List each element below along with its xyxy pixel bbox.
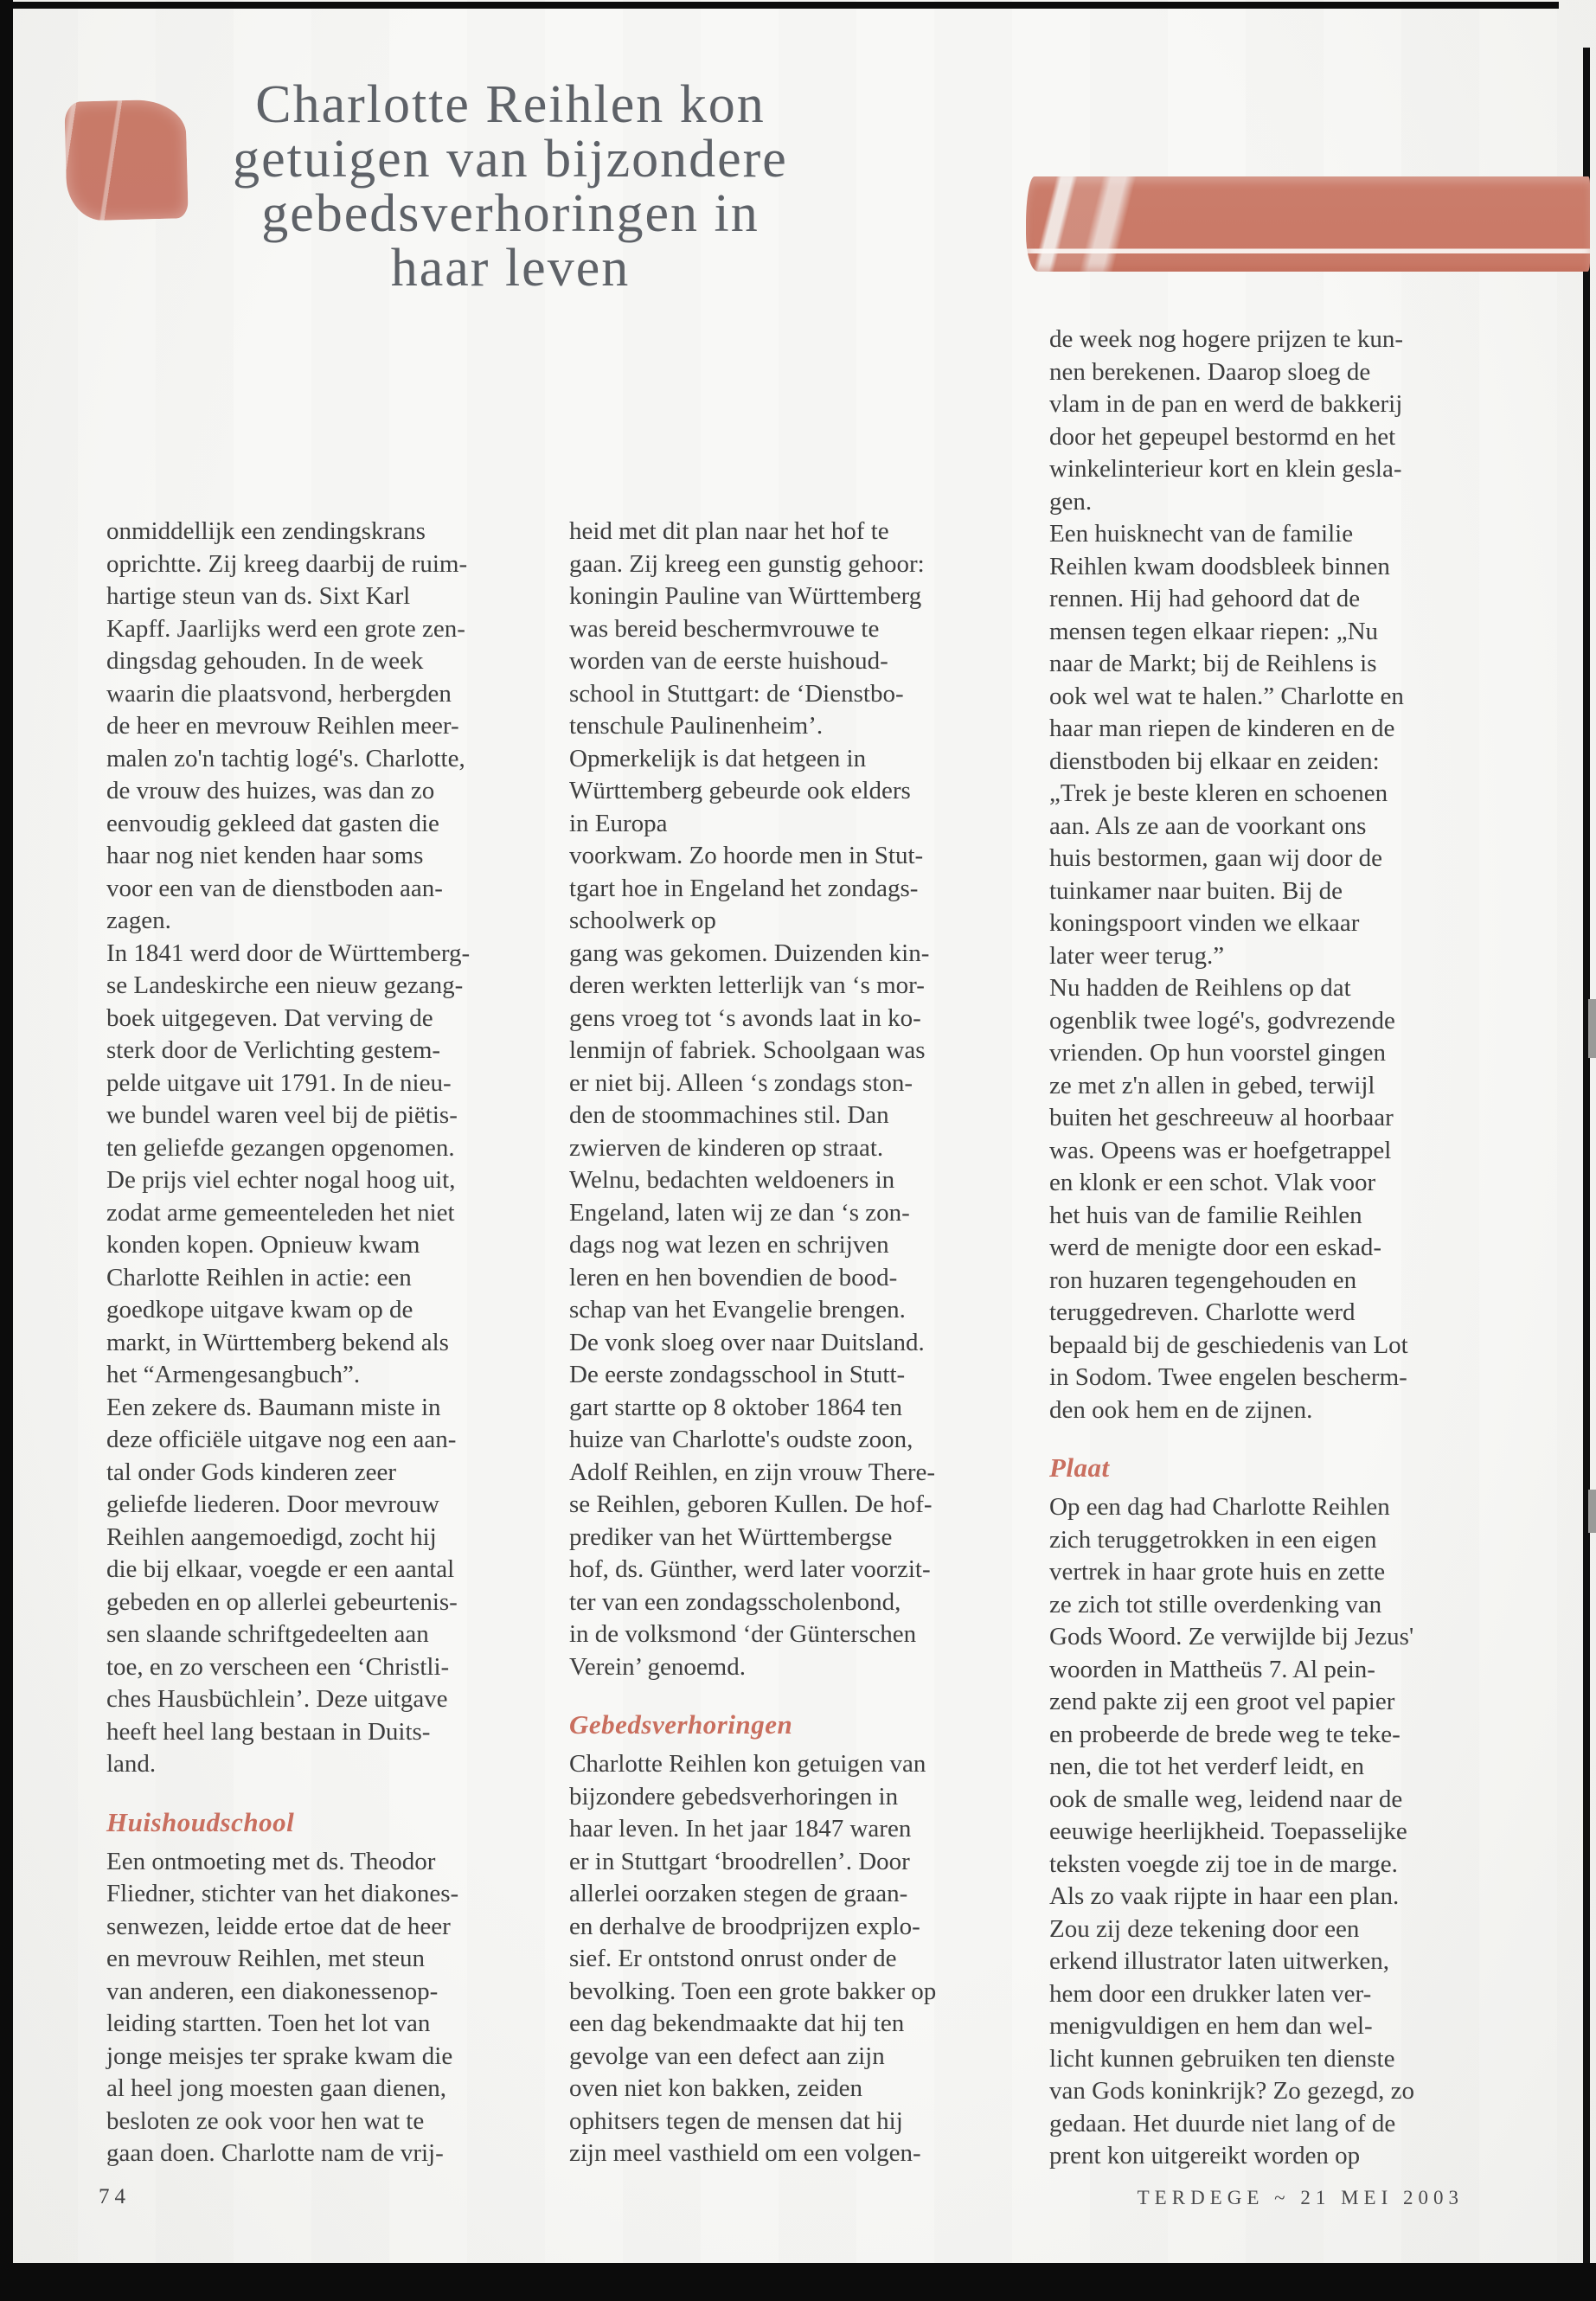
- text-line: ogenblik twee logé's, godvrezende: [1049, 1006, 1395, 1035]
- text-line: den de stoommachines stil. Dan: [569, 1101, 889, 1129]
- text-line: de heer en mevrouw Reihlen meer-: [106, 712, 459, 740]
- text-line: gevolge van een defect aan zijn: [569, 2041, 885, 2070]
- text-line: allerlei oorzaken stegen de graan-: [569, 1880, 908, 1907]
- text-line: haar nog niet kenden haar soms: [106, 842, 424, 869]
- text-line: ze zich tot stille overdenking van: [1049, 1590, 1382, 1618]
- text-line: Op een dag had Charlotte Reihlen: [1049, 1493, 1390, 1521]
- text-line: den ook hem en de zijnen.: [1049, 1395, 1313, 1424]
- page-border-bottom: [0, 2263, 1596, 2301]
- text-line: licht kunnen gebruiken ten dienste: [1049, 2044, 1395, 2073]
- text-line: het huis van de familie Reihlen: [1049, 1201, 1362, 1229]
- text-line: winkelinterieur kort en klein gesla-: [1049, 455, 1402, 483]
- scan-artifact: [1588, 999, 1596, 1058]
- text-column-3: [1049, 324, 1475, 2173]
- section-heading: Huishoudschool: [106, 1806, 295, 1837]
- text-line: dienstboden bij elkaar en zeiden:: [1049, 747, 1380, 775]
- text-line: Welnu, bedachten weldoeners in: [569, 1166, 895, 1194]
- text-line: door het gepeupel bestormd en het: [1049, 422, 1396, 451]
- text-line: van Gods koninkrijk? Zo gezegd, zo: [1049, 2077, 1415, 2105]
- text-line: de vrouw des huizes, was dan zo: [106, 777, 435, 804]
- text-line: later weer terug.”: [1049, 941, 1225, 970]
- text-line: „Trek je beste kleren en schoenen: [1049, 779, 1388, 807]
- text-line: teruggedreven. Charlotte werd: [1049, 1298, 1356, 1326]
- text-line: sterk door de Verlichting gestem-: [106, 1036, 441, 1064]
- text-line: leren en hen bovendien de bood-: [569, 1263, 898, 1292]
- text-line: oprichtte. Zij kreeg daarbij de ruim-: [106, 549, 468, 578]
- text-line: sief. Er ontstond onrust onder de: [569, 1945, 897, 1972]
- text-line: ophitsers tegen de mensen dat hij: [569, 2106, 903, 2135]
- text-line: tuinkamer naar buiten. Bij de: [1049, 876, 1343, 905]
- text-line: er niet bij. Alleen ‘s zondags ston-: [569, 1068, 913, 1097]
- brush-stroke-decoration-right: [1026, 176, 1590, 272]
- text-line: en klonk er een schot. Vlak voor: [1049, 1169, 1376, 1196]
- text-line: In 1841 werd door de Württemberg-: [106, 939, 471, 967]
- text-line: Gods Woord. Ze verwijlde bij Jezus': [1049, 1623, 1414, 1650]
- text-line: Een huisknecht van de familie: [1049, 520, 1354, 548]
- text-line: geliefde liederen. Door mevrouw: [106, 1490, 439, 1518]
- text-line: er in Stuttgart ‘broodrellen’. Door: [569, 1847, 910, 1875]
- text-line: en mevrouw Reihlen, met steun: [106, 1945, 426, 1972]
- text-line: gang was gekomen. Duizenden kin-: [569, 939, 930, 967]
- text-line: leiding startten. Toen het lot van: [106, 2009, 431, 2037]
- text-line: Reihlen kwam doodsbleek binnen: [1049, 552, 1390, 580]
- text-line: Zou zij deze tekening door een: [1049, 1914, 1360, 1943]
- text-line: Nu hadden de Reihlens op dat: [1049, 974, 1351, 1002]
- text-line: Adolf Reihlen, en zijn vrouw There-: [569, 1458, 936, 1486]
- text-line: huize van Charlotte's oudste zoon,: [569, 1426, 913, 1453]
- text-line: prediker van het Württembergse: [569, 1522, 893, 1551]
- text-line: jonge meisjes ter sprake kwam die: [106, 2041, 453, 2070]
- text-line: al heel jong moesten gaan dienen,: [106, 2074, 446, 2102]
- text-line: boek uitgegeven. Dat verving de: [106, 1003, 433, 1032]
- text-line: rennen. Hij had gehoord dat de: [1049, 585, 1361, 612]
- text-line: Reihlen aangemoedigd, zocht hij: [106, 1522, 437, 1551]
- text-line: een dag bekendmaakte dat hij ten: [569, 2009, 905, 2037]
- text-line: hem door een drukker laten ver-: [1049, 1979, 1372, 2008]
- text-line: zodat arme gemeenteleden het niet: [106, 1198, 455, 1227]
- text-line: deze officiële uitgave nog een aan-: [106, 1426, 457, 1453]
- text-line: se Reihlen, geboren Kullen. De hof-: [569, 1490, 933, 1518]
- text-line: markt, in Württemberg bekend als: [106, 1328, 449, 1356]
- text-line: pelde uitgave uit 1791. In de nieu-: [106, 1068, 452, 1097]
- text-line: tal onder Gods kinderen zeer: [106, 1458, 396, 1486]
- text-line: haar man riepen de kinderen en de: [1049, 715, 1395, 742]
- article-title-line: haar leven: [390, 239, 631, 298]
- text-line: schap van het Evangelie brengen.: [569, 1296, 906, 1324]
- text-line: oven niet kon bakken, zeiden: [569, 2074, 863, 2102]
- text-line: vlam in de pan en werd de bakkerij: [1049, 390, 1403, 418]
- page-border-right: [1583, 48, 1590, 2264]
- text-line: eenvoudig gekleed dat gasten die: [106, 809, 439, 837]
- article-title-line: gebedsverhoringen in: [261, 184, 760, 243]
- text-line: gaan doen. Charlotte nam de vrij-: [106, 2139, 444, 2167]
- text-line: dingsdag gehouden. In de week: [106, 647, 424, 675]
- text-line: naar de Markt; bij de Reihlens is: [1049, 650, 1377, 677]
- text-line: gaan. Zij kreeg een gunstig gehoor:: [569, 549, 925, 578]
- article-title: [104, 75, 917, 298]
- text-line: erkend illustrator laten uitwerken,: [1049, 1947, 1389, 1975]
- text-line: De prijs viel echter nogal hoog uit,: [106, 1166, 456, 1194]
- text-line: hof, ds. Günther, werd later voorzit-: [569, 1555, 931, 1583]
- text-line: in Europa: [569, 809, 668, 837]
- text-line: van anderen, een diakonessenop-: [106, 1977, 439, 2005]
- text-line: schoolwerk op: [569, 907, 716, 934]
- text-line: Engeland, laten wij ze dan ‘s zon-: [569, 1198, 910, 1227]
- text-line: worden van de eerste huishoud-: [569, 647, 888, 675]
- text-line: koningin Pauline van Württemberg: [569, 582, 922, 610]
- text-line: ron huzaren tegengehouden en: [1049, 1266, 1357, 1294]
- text-line: waarin die plaatsvond, herbergden: [106, 679, 452, 708]
- text-column-2: [569, 516, 995, 2170]
- text-line: menigvuldigen en hem dan wel-: [1049, 2012, 1373, 2040]
- text-line: Charlotte Reihlen in actie: een: [106, 1263, 412, 1292]
- section-heading: Gebedsverhoringen: [569, 1709, 793, 1740]
- text-line: vrienden. Op hun voorstel gingen: [1049, 1039, 1387, 1067]
- text-line: zend pakte zij een groot vel papier: [1049, 1688, 1395, 1715]
- text-line: se Landeskirche een nieuw gezang-: [106, 971, 464, 999]
- text-line: deren werkten letterlijk van ‘s mor-: [569, 971, 925, 999]
- text-line: nen, die tot het verderf leidt, en: [1049, 1753, 1364, 1780]
- article-title-line: getuigen van bijzondere: [233, 130, 788, 189]
- text-line: gart startte op 8 oktober 1864 ten: [569, 1393, 902, 1421]
- text-line: ze met z'n allen in gebed, terwijl: [1049, 1071, 1375, 1099]
- text-line: werd de menigte door een eskad-: [1049, 1234, 1382, 1261]
- text-line: goedkope uitgave kwam op de: [106, 1296, 413, 1324]
- text-line: heeft heel lang bestaan in Duits-: [106, 1717, 431, 1746]
- text-line: prent kon uitgereikt worden op: [1049, 2142, 1361, 2170]
- text-line: buiten het geschreeuw al hoorbaar: [1049, 1104, 1394, 1131]
- text-line: konden kopen. Opnieuw kwam: [106, 1231, 420, 1259]
- text-line: woorden in Mattheüs 7. Al pein-: [1049, 1655, 1375, 1683]
- text-line: malen zo'n tachtig logé's. Charlotte,: [106, 744, 465, 772]
- text-line: Als zo vaak rijpte in haar een plan.: [1049, 1882, 1400, 1910]
- text-line: Verein’ genoemd.: [569, 1652, 746, 1681]
- text-line: gen.: [1049, 487, 1093, 516]
- text-line: bijzondere gebedsverhoringen in: [569, 1782, 899, 1811]
- text-line: Württemberg gebeurde ook elders: [569, 777, 911, 804]
- text-line: gens vroeg tot ‘s avonds laat in ko-: [569, 1003, 921, 1032]
- article-title-line: Charlotte Reihlen kon: [255, 75, 766, 134]
- text-line: land.: [106, 1750, 157, 1778]
- text-line: ches Hausbüchlein’. Deze uitgave: [106, 1685, 448, 1713]
- text-line: vertrek in haar grote huis en zette: [1049, 1558, 1386, 1586]
- text-line: Charlotte Reihlen kon getuigen van: [569, 1750, 926, 1778]
- text-line: in Sodom. Twee engelen bescherm-: [1049, 1363, 1407, 1391]
- text-line: Opmerkelijk is dat hetgeen in: [569, 744, 867, 772]
- text-line: de week nog hogere prijzen te kun-: [1049, 325, 1404, 353]
- text-line: voorkwam. Zo hoorde men in Stut-: [569, 842, 924, 869]
- text-line: was bereid beschermvrouwe te: [569, 614, 880, 643]
- page-number: 74: [99, 2185, 131, 2208]
- text-line: zwierven de kinderen op straat.: [569, 1133, 884, 1162]
- text-line: dags nog wat lezen en schrijven: [569, 1231, 889, 1259]
- text-line: ter van een zondagsscholenbond,: [569, 1587, 901, 1616]
- text-line: voor een van de dienstboden aan-: [106, 874, 443, 902]
- magazine-date-footer: TERDEGE ~ 21 MEI 2003: [1137, 2187, 1464, 2208]
- text-line: school in Stuttgart: de ‘Dienstbo-: [569, 679, 904, 708]
- text-line: eeuwige heerlijkheid. Toepasselijke: [1049, 1817, 1407, 1845]
- text-line: tenschule Paulinenheim’.: [569, 712, 824, 740]
- page-border-top: [10, 2, 1559, 9]
- text-line: besloten ze ook voor hen wat te: [106, 2106, 425, 2135]
- text-line: Een zekere ds. Baumann miste in: [106, 1393, 441, 1421]
- text-line: was. Opeens was er hoefgetrappel: [1049, 1136, 1392, 1164]
- text-line: ook de smalle weg, leidend naar de: [1049, 1785, 1403, 1813]
- text-line: hartige steun van ds. Sixt Karl: [106, 582, 411, 610]
- text-line: teksten voegde zij toe in de marge.: [1049, 1849, 1398, 1878]
- text-line: nen berekenen. Daarop sloeg de: [1049, 357, 1371, 386]
- text-line: we bundel waren veel bij de piëtis-: [106, 1101, 458, 1129]
- text-column-1: [106, 516, 532, 2170]
- section-heading: Plaat: [1049, 1452, 1110, 1483]
- text-line: zijn meel vasthield om een volgen-: [569, 2139, 921, 2167]
- text-line: gedaan. Het duurde niet lang of de: [1049, 2109, 1396, 2138]
- text-line: en probeerde de brede weg te teke-: [1049, 1720, 1401, 1748]
- text-line: Fliedner, stichter van het diakones-: [106, 1880, 459, 1907]
- text-line: bevolking. Toen een grote bakker op: [569, 1977, 937, 2005]
- text-line: senwezen, leidde ertoe dat de heer: [106, 1912, 451, 1940]
- text-line: onmiddellijk een zendingskrans: [106, 517, 426, 545]
- text-line: mensen tegen elkaar riepen: „Nu: [1049, 617, 1379, 645]
- page-border-left: [0, 0, 13, 2301]
- text-line: De eerste zondagsschool in Stutt-: [569, 1361, 906, 1388]
- text-line: zich teruggetrokken in een eigen: [1049, 1525, 1377, 1554]
- text-line: toe, en zo verscheen een ‘Christli-: [106, 1652, 450, 1681]
- text-line: bepaald bij de geschiedenis van Lot: [1049, 1330, 1408, 1359]
- text-line: Een ontmoeting met ds. Theodor: [106, 1847, 436, 1875]
- text-line: en derhalve de broodprijzen explo-: [569, 1912, 920, 1940]
- text-line: haar leven. In het jaar 1847 waren: [569, 1815, 912, 1843]
- text-line: aan. Als ze aan de voorkant ons: [1049, 811, 1367, 840]
- text-line: Kapff. Jaarlijks werd een grote zen-: [106, 614, 465, 643]
- text-line: De vonk sloeg over naar Duitsland.: [569, 1328, 925, 1356]
- text-line: in de volksmond ‘der Günterschen: [569, 1620, 917, 1648]
- text-line: tgart hoe in Engeland het zondags-: [569, 874, 919, 902]
- text-line: ook wel wat te halen.” Charlotte en: [1049, 682, 1404, 710]
- text-line: die bij elkaar, voegde er een aantal: [106, 1555, 455, 1583]
- scan-artifact: [1588, 1490, 1596, 1533]
- text-line: gebeden en op allerlei gebeurtenis-: [106, 1587, 458, 1616]
- text-line: ten geliefde gezangen opgenomen.: [106, 1133, 455, 1162]
- text-line: lenmijn of fabriek. Schoolgaan was: [569, 1036, 926, 1064]
- text-line: sen slaande schriftgedeelten aan: [106, 1620, 429, 1648]
- text-line: het “Armengesangbuch”.: [106, 1361, 361, 1388]
- text-line: heid met dit plan naar het hof te: [569, 517, 889, 545]
- text-line: zagen.: [106, 907, 171, 934]
- text-line: huis bestormen, gaan wij door de: [1049, 844, 1382, 872]
- text-line: koningspoort vinden we elkaar: [1049, 909, 1360, 937]
